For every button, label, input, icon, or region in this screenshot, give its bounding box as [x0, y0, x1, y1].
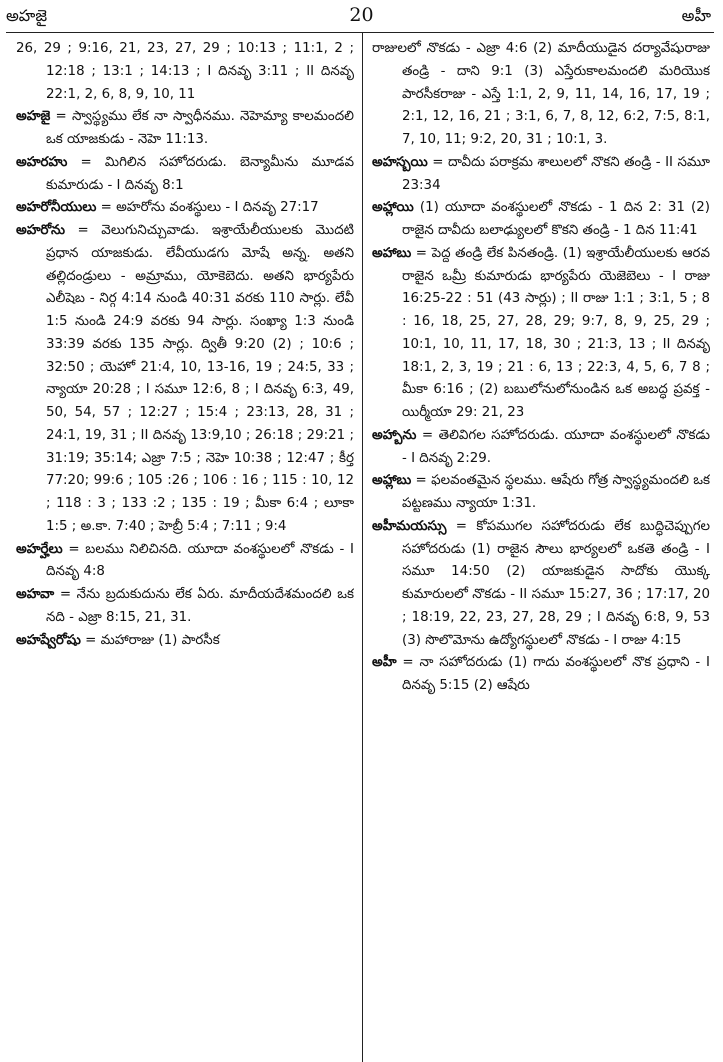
entry-text: = వెలుగునిచ్చువాడు. ఇశ్రాయేలీయులకు మొదటి ప్రధాన యాజకుడు. లేవీయుడగు మోషే అన్న. అతని తల్లిదండ్రులు - అమ్రాము, యోకెబెదు. అతని భార్యపేరు ఎలీషెబ - నిర్గ 4:14 నుండి 40:31 వరకు 110 సార్లు. లేవీ 1:5 నుండి 24:9 వరకు 94 సార్లు. సంఖ్యా 1:3 నుండి 33:39 వరకు 135 సార్లు. ద్వితీ 9:20 (2) ; 10:6 ; 32:50 ; యెహో 21:4, 10, 13-16, 19 ; 24:5, 33 ; న్యాయా 20:28 ; I సమూ 12:6, 8 ; I దినవృ 6:3, 49, 50, 54, 57 ; 12:27 ; 15:4 ; 23:13, 28, 31 ; 24:1, 19, 31 ; II దినవృ 13:9,10 ; 26:18 ; 29:21 ; 31:19; 35:14; ఎజ్రా 7:5 ; నెహె 10:38 ; 12:47 ; కీర్త 77:20; 99:6 ; 105 :26 ; 106 : 16 ; 115 : 10, 12 ; 118 : 3 ; 133 :2 ; 135 : 19 ; మీకా 6:4 ; లూకా 1:5 ; అ.కా. 7:40 ; హెబ్రీ 5:4 ; 7:11 ; 9:4 [46, 223, 354, 534]
left-column [16, 38, 354, 1058]
right-column [372, 38, 710, 1058]
entry-headword: అహ్బాను [372, 427, 417, 443]
entry [16, 197, 354, 220]
entry [372, 38, 710, 152]
entry [372, 197, 710, 243]
entry [372, 425, 710, 471]
entry [16, 584, 354, 630]
entry-text: = నా సహోదరుడు (1) గాదు వంశస్థులలో నొక ప్రధాని - I దినవృ 5:15 (2) ఆషేరు [396, 655, 710, 693]
entry-text: = కోపముగల సహోదరుడు లేక బుద్ధిచెప్పుగల సహోదరుడు (1) రాజైన సౌలు భార్యలలో ఒకతె తండ్రి - I సమూ 14:50 (2) యాజకుడైన సాదోకు యొక్క కుమారులలో నొకడు - II సమూ 15:27, 36 ; 17:17, 20 ; 18:19, 22, 23, 27, 28, 29 ; I దినవృ 6:8, 9, 53 (3) సొలొమోను ఉద్యోగస్థులలో నొకడు - I రాజు 4:15 [402, 518, 710, 648]
entry-headword: అహరహు [16, 154, 68, 170]
entry-text: రాజులలో నొకడు - ఎజ్రా 4:6 (2) మాదీయుడైన దర్యావేషురాజు తండ్రి - దాని 9:1 (3) ఎస్తేరుకాలమందలి మరియొక పారసీకరాజు - ఎస్తే 1:1, 2, 9, 11, 14, 16, 17, 19 ; 2:1, 12, 16, 21 ; 3:1, 6, 7, 8, 12, 6:2, 7:5, 8:1, 7, 10, 11; 9:2, 20, 31 ; 10:1, 3. [372, 41, 710, 147]
entry [16, 220, 354, 539]
right-guide-word: అహీ [681, 6, 711, 25]
entry-headword: అహరోను [16, 223, 65, 238]
entry [16, 152, 354, 198]
entry [372, 152, 710, 198]
entry-text: = అహరోను వంశస్థులు - I దినవృ 27:17 [96, 200, 319, 216]
entry-headword: అహ్లాబు [372, 473, 412, 489]
entry-text: = నేను బ్రదుకుదును లేక ఏరు. మాదీయదేశమందలి ఒక నది - ఎజ్రా 8:15, 21, 31. [46, 587, 354, 625]
entry-headword: అహీమయస్సు [372, 518, 447, 534]
entry-headword: అహ్లాయి [372, 200, 414, 216]
entry-text: = మహారాజు (1) పారసీక [80, 632, 220, 648]
entry-text: (1) యూదా వంశస్థులలో నొకడు - 1 దిన 2: 31 (2) రాజైన దావీదు బలాఢ్యులలో కొకని తండ్రి - 1 దిన 11:41 [402, 200, 710, 238]
entry-text: = పెద్ద తండ్రి లేక పినతండ్రి. (1) ఇశ్రాయేలీయులకు ఆరవ రాజైన ఒమ్రీ కుమారుడు భార్యపేరు యెజెబెలు - I రాజు 16:25-22 : 51 (43 సార్లు) ; II రాజు 1:1 ; 3:1, 5 ; 8 : 16, 18, 25, 27, 28, 29; 9:7, 8, 9, 25, 29 ; 10:1, 10, 11, 17, 18, 30 ; 21:3, 13 ; II దినవృ 18:1, 2, 3, 19 ; 21 : 6, 13 ; 22:3, 4, 5, 6, 7 8 ; మీకా 6:16 ; (2) బబులోనులోనుండిన ఒక అబద్ధ ప్రవక్త - యిర్మీయా 29: 21, 23 [402, 245, 710, 420]
column-divider [362, 32, 363, 1062]
entry-headword: అహజై [16, 109, 51, 125]
entry-headword: అహీ [372, 655, 397, 671]
entry [16, 106, 354, 152]
entry-headword: అహస్బయి [372, 154, 428, 170]
header-rule [6, 32, 714, 33]
entry-text: = దావీదు పరాక్రమ శాలులలో నొకని తండ్రి - II సమూ 23:34 [402, 154, 710, 193]
entry [16, 539, 354, 585]
entry [372, 516, 710, 653]
page-header [0, 0, 723, 36]
entry-text: = మిగిలిన సహోదరుడు. బెన్యామీను మూడవ కుమారుడు - I దినవృ 8:1 [46, 154, 354, 193]
entry [372, 652, 710, 698]
entry-text: = బలము నిలిచినది. యూదా వంశస్థులలో నొకడు - I దినవృ 4:8 [46, 541, 354, 580]
entry-headword: అహర్హేలు [16, 541, 63, 557]
entry-headword: అహరోనీయులు [16, 200, 97, 216]
entry-text: 26, 29 ; 9:16, 21, 23, 27, 29 ; 10:13 ; 11:1, 2 ; 12:18 ; 13:1 ; 14:13 ; I దినవృ 3:11 ; II దినవృ 22:1, 2, 6, 8, 9, 10, 11 [16, 41, 354, 102]
left-guide-word: అహజై [6, 6, 48, 25]
entry-headword: అహవా [16, 587, 55, 602]
page-number: 20 [349, 4, 374, 26]
entry [372, 243, 710, 425]
entry-text: = ఫలవంతమైన స్థలము. ఆషేరు గోత్ర స్వాస్థ్యమందలి ఒక పట్టణము న్యాయా 1:31. [402, 473, 710, 511]
entry-text: = తెలివిగల సహోదరుడు. యూదా వంశస్థులలో నొకడు - I దినవృ 2:29. [402, 427, 710, 466]
entry-text: = స్వాస్థ్యము లేక నా స్వాధీనము. నెహెమ్యా కాలమందలి ఒక యాజకుడు - నెహె 11:13. [46, 109, 354, 147]
entry-headword: అహష్వేరోషు [16, 632, 81, 648]
entry [372, 470, 710, 516]
entry [16, 630, 354, 653]
entry-headword: అహాబు [372, 245, 412, 261]
entry [16, 38, 354, 106]
